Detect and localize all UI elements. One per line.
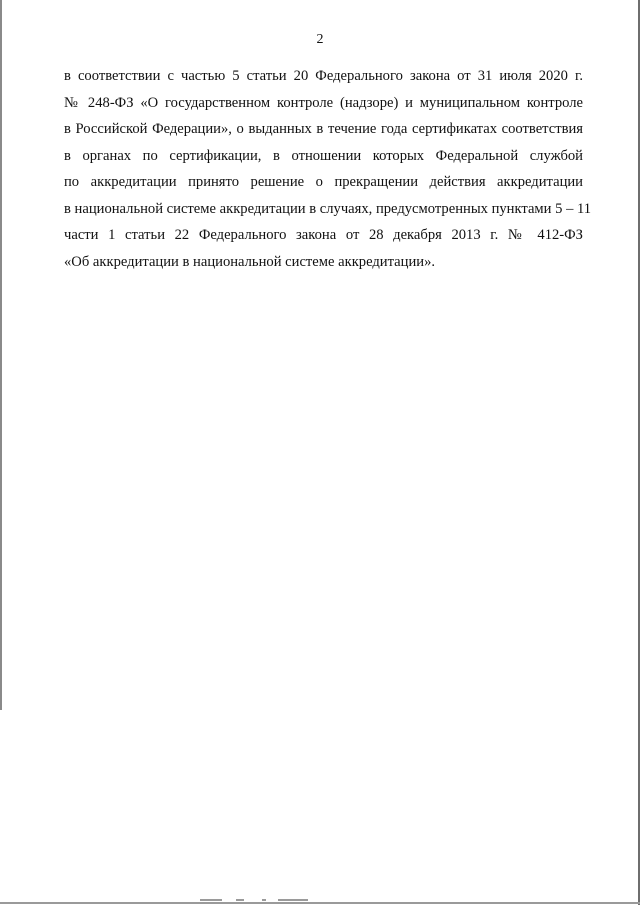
scan-edge-bottom <box>0 902 640 904</box>
text-line: в соответствии с частью 5 статьи 20 Федерального закона от 31 июля 2020 г. <box>64 68 583 84</box>
body-paragraph <box>64 63 592 275</box>
text-line: в национальной системе аккредитации в случаях, предусмотренных пунктами 5 – 11 <box>64 200 592 217</box>
text-line: по аккредитации принято решение о прекращении действия аккредитации <box>64 174 583 190</box>
scan-edge-left <box>0 0 2 710</box>
page-number: 2 <box>316 32 324 47</box>
scan-specks <box>200 899 420 902</box>
text-line: «Об аккредитации в национальной системе аккредитации». <box>64 253 436 270</box>
text-line: части 1 статьи 22 Федерального закона от 28 декабря 2013 г. № 412-ФЗ <box>64 227 583 243</box>
text-line: в органах по сертификации, в отношении которых Федеральной службой <box>64 147 583 164</box>
text-line: № 248-ФЗ «О государственном контроле (надзоре) и муниципальном контроле <box>64 94 583 111</box>
text-line: в Российской Федерации», о выданных в течение года сертификатах соответствия <box>64 121 583 137</box>
